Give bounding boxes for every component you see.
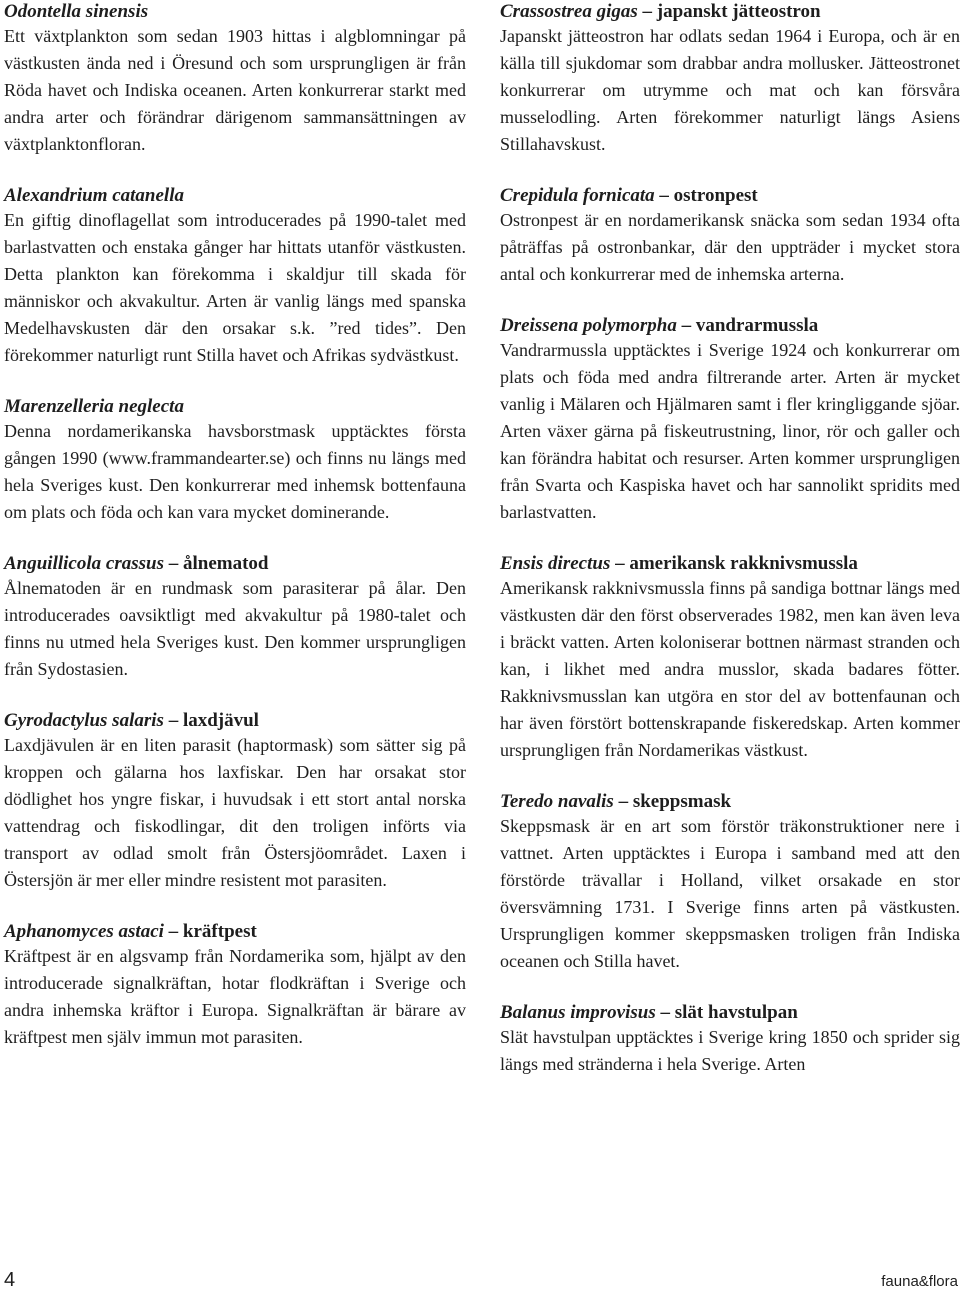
right-column [500,0,960,1078]
species-latin-name: Anguillicola crassus [4,553,164,574]
species-description: Denna nordamerikanska havsborstmask upptäcktes första gången 1990 (www.frammandearter.se) och finns nu längs med hela Sveriges kust. Den konkurrerar med inhemsk bottenfauna om plats och föda och kan vara mycket dominerande. [4,421,466,522]
species-entry [4,921,466,1051]
species-heading [4,185,466,207]
species-description: Ålnematoden är en rundmask som parasiterar på ålar. Den introducerades oavsiktligt med akvakultur på 1980-talet och finns nu utmed hela Sveriges kust. Den kommer ursprungligen från Sydostasien. [4,578,466,679]
species-entry [4,396,466,526]
species-description: Amerikansk rakknivsmussla finns på sandiga bottnar längs med västkusten där den först observerades 1982, men kan även leva i bräckt vatten. Arten koloniserar bottnen närmast stranden och kan, i likhet med andra musslor, skada badares fötter. Rakknivsmusslan kan utgöra en stor del av bottenfaunan och har även förstört bottenskrapande fiskeredskap. Arten kommer ursprungligen från Nordamerikas västkust. [500,578,960,760]
species-latin-name: Balanus improvisus [500,1002,656,1023]
species-common-name: kräftpest [182,921,257,942]
species-common-name: ålnematod [182,553,269,574]
species-latin-name: Marenzelleria neglecta [4,396,184,417]
species-description: Laxdjävulen är en liten parasit (haptormask) som sätter sig på kroppen och gälarna hos laxfiskar. Den har orsakat stor dödlighet hos yngre fiskar, i huvudsak i ett stort antal norska vattendrag och fiskodlingar, dit den troligen införts via transport av odlad smolt från Östersjöområdet. Laxen i Östersjön är mer eller mindre resistent mot parasiten. [4,735,466,890]
species-heading: Ensis directus – amerikansk rakknivsmussla [500,553,858,574]
species-latin-name: Odontella sinensis [4,1,149,22]
species-common-name: amerikansk rakknivsmussla [629,553,858,574]
species-entry [500,1002,960,1078]
species-description: Japanskt jätteostron har odlats sedan 1964 i Europa, och är en källa till sjukdomar som drabbar andra mollusker. Jätteostronet konkurrerar om utrymme och mat och kan försvåra musselodling. Arten förekommer naturligt längs Asiens Stillahavskust. [500,26,960,154]
species-latin-name: Teredo navalis [500,791,614,812]
species-heading [4,396,466,418]
species-heading: Aphanomyces astaci – kräftpest [4,921,257,942]
species-heading [4,1,466,23]
species-heading: Crepidula fornicata – ostronpest [500,185,758,206]
species-common-name: skeppsmask [632,791,732,812]
species-common-name: laxdjävul [182,710,259,731]
species-entry [500,1,960,158]
species-latin-name: Alexandrium catanella [4,185,184,206]
species-entry [4,1,466,158]
species-description: Skeppsmask är en art som förstör träkonstruktioner nere i vattnet. Arten upptäcktes i Europa i samband med att den förstörde trävallar i Holland, vilket orsakade en stor översvämning 1731. I Sverige finns arten på västkusten. Ursprungligen kommer skeppsmasken troligen från Indiska oceanen och Stilla havet. [500,816,960,971]
species-latin-name: Aphanomyces astaci [4,921,164,942]
species-description: Ostronpest är en nordamerikansk snäcka som sedan 1934 ofta påträffas på ostronbankar, där den uppträder i mycket stora antal och konkurrerar med de inhemska arterna. [500,210,960,284]
species-description: Ett växtplankton som sedan 1903 hittas i algblomningar på västkusten ända ned i Öresund och som ursprungligen är från Röda havet och Indiska oceanen. Arten konkurrerar starkt med andra arter och förändrar därigenom sammansättningen av växtplanktonfloran. [4,26,466,154]
species-description: Vandrarmussla upptäcktes i Sverige 1924 och konkurrerar om plats och föda med andra filtrerande arter. Arten är mycket vanlig i Mälaren och Hjälmaren samt i fler kringliggande sjöar. Arten växer gärna på fiskeutrustning, linor, rör och galler och kan förändra habitat och resurser. Arten kommer ursprungligen från Svarta och Kaspiska havet och har sannolikt spridits med barlastvatten. [500,340,960,522]
species-description: En giftig dinoflagellat som introducerades på 1990-talet med barlastvatten och enstaka gånger har hittats utanför västkusten. Detta plankton kan förekomma i skaldjur till skada för människor och akvakultur. Arten är vanlig längs med spanska Medelhavskusten där den orsakar s.k. ”red tides”. Den förekommer naturligt runt Stilla havet och Afrikas sydvästkust. [4,210,466,365]
species-heading: Teredo navalis – skeppsmask [500,791,732,812]
species-heading: Crassostrea gigas – japanskt jätteostron [500,1,821,22]
left-column [4,0,466,1051]
species-description: Kräftpest är en algsvamp från Nordamerika som, hjälpt av den introducerade signalkräftan, hotar flodkräftan i Sverige och andra inhemska kräftor i Europa. Signalkräftan är bärare av kräftpest men själv immun mot parasiten. [4,946,466,1047]
species-latin-name: Crassostrea gigas [500,1,638,22]
species-latin-name: Gyrodactylus salaris [4,710,164,731]
species-heading: Anguillicola crassus – ålnematod [4,553,269,574]
species-latin-name: Crepidula fornicata [500,185,655,206]
species-common-name: slät havstulpan [674,1002,798,1023]
species-entry [500,315,960,526]
species-description: Slät havstulpan upptäcktes i Sverige kring 1850 och sprider sig längs med stränderna i hela Sverige. Arten [500,1027,960,1074]
species-common-name: japanskt jätteostron [656,1,821,22]
page-number: 4 [4,1269,16,1291]
species-heading: Gyrodactylus salaris – laxdjävul [4,710,259,731]
species-entry [4,710,466,894]
species-latin-name: Ensis directus [500,553,611,574]
species-latin-name: Dreissena polymorpha [500,315,677,336]
species-common-name: ostronpest [673,185,758,206]
species-heading: Balanus improvisus – slät havstulpan [500,1002,798,1023]
species-entry [500,791,960,975]
species-entry [4,553,466,683]
species-entry [500,553,960,764]
publication-brand: fauna&flora [881,1273,958,1290]
species-entry [500,185,960,288]
species-heading: Dreissena polymorpha – vandrarmussla [500,315,819,336]
species-entry [4,185,466,369]
species-common-name: vandrarmussla [695,315,819,336]
